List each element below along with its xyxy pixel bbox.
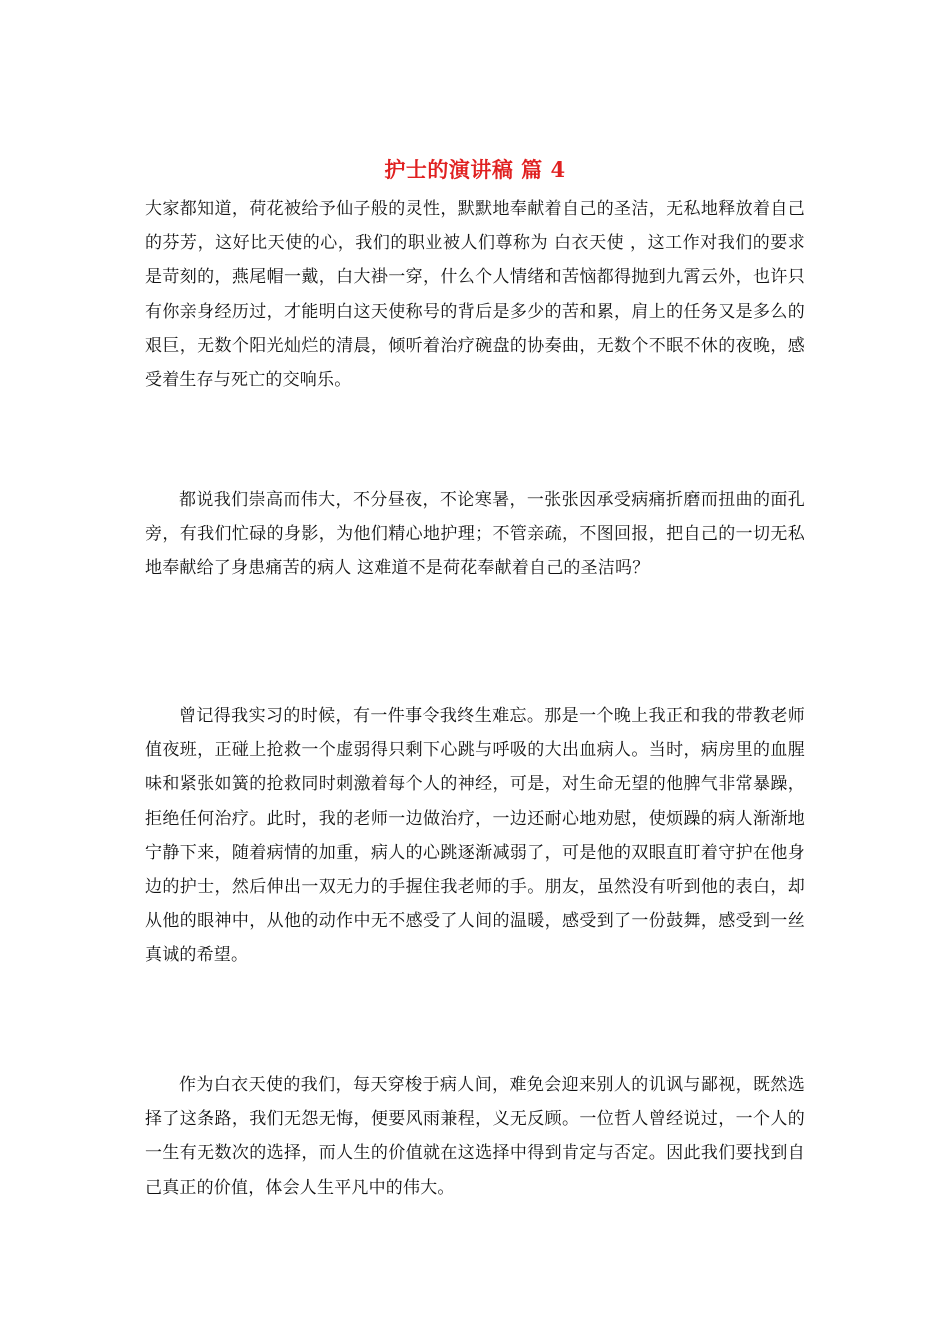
paragraph-3: 曾记得我实习的时候，有一件事令我终生难忘。那是一个晚上我正和我的带教老师值夜班，正碰上抢救一个虚弱得只剩下心跳与呼吸的大出血病人。当时，病房里的血腥味和紧张如簧的抢救同时刺激着每个人的神经，可是，对生命无望的他脾气非常暴躁，拒绝任何治疗。此时，我的老师一边做治疗，一边还耐心地劝慰，使烦躁的病人渐渐地宁静下来，随着病情的加重，病人的心跳逐渐减弱了，可是他的双眼直盯着守护在他身边的护士，然后伸出一双无力的手握住我老师的手。朋友，虽然没有听到他的表白，却从他的眼神中，从他的动作中无不感受了人间的温暖，感受到了一份鼓舞，感受到一丝真诚的希望。 — [145, 706, 805, 966]
paragraph-1: 大家都知道，荷花被给予仙子般的灵性，默默地奉献着自己的圣洁，无私地释放着自己的芬芳，这好比天使的心，我们的职业被人们尊称为 白衣天使 ，这工作对我们的要求是苛刻的，燕尾帽一戴，白大褂一穿，什么个人情绪和苦恼都得抛到九霄云外，也许只有你亲身经历过，才能明白这天使称号的背后是多少的苦和累，肩上的任务又是多么的艰巨，无数个阳光灿烂的清晨，倾听着治疗碗盘的协奏曲，无数个不眠不休的夜晚，感受着生存与死亡的交响乐。 — [145, 199, 805, 391]
paragraph-4: 作为白衣天使的我们，每天穿梭于病人间，难免会迎来别人的讥讽与鄙视，既然选择了这条路，我们无怨无悔，便要风雨兼程，义无反顾。一位哲人曾经说过，一个人的一生有无数次的选择，而人生的价值就在这选择中得到肯定与否定。因此我们要找到自己真正的价值，体会人生平凡中的伟大。 — [145, 1075, 805, 1198]
paragraph-2: 都说我们崇高而伟大，不分昼夜，不论寒暑，一张张因承受病痛折磨而扭曲的面孔旁，有我们忙碌的身影，为他们精心地护理；不管亲疏，不图回报，把自己的一切无私地奉献给了身患痛苦的病人 这难道不是荷花奉献着自己的圣洁吗？ — [145, 490, 805, 579]
page-title: 护士的演讲稿 篇 4 — [384, 157, 566, 182]
